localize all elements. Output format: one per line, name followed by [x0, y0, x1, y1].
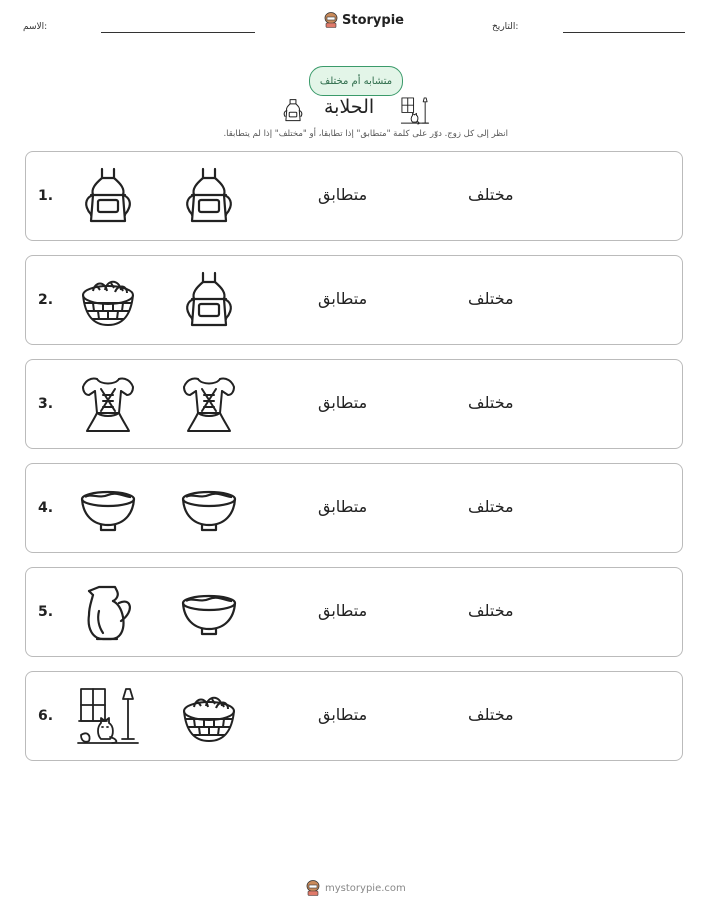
same-option[interactable]: متطابق: [318, 393, 368, 412]
right-picture: [178, 165, 240, 227]
different-option[interactable]: مختلف: [468, 185, 514, 204]
room-with-cat-icon: [400, 96, 430, 126]
left-picture: [77, 581, 139, 643]
exercise-row: [25, 671, 683, 761]
name-label: الاسم:: [23, 22, 48, 32]
milk-jug-icon: [77, 581, 139, 643]
exercise-row: [25, 151, 683, 241]
right-picture: [178, 581, 240, 643]
same-option[interactable]: متطابق: [318, 705, 368, 724]
worksheet-type-badge: متشابه أم مختلف: [309, 66, 403, 96]
exercise-row: [25, 463, 683, 553]
different-option[interactable]: مختلف: [468, 497, 514, 516]
different-option[interactable]: مختلف: [468, 601, 514, 620]
bodice-dress-icon: [77, 373, 139, 435]
apron-icon: [77, 165, 139, 227]
bread-basket-icon: [77, 269, 139, 331]
row-number: 1.: [38, 188, 54, 204]
brand-logo: [324, 12, 404, 28]
right-picture: [178, 477, 240, 539]
bread-basket-icon: [178, 685, 240, 747]
left-picture: [77, 269, 139, 331]
bodice-dress-icon: [178, 373, 240, 435]
brand-name: Storypie: [342, 12, 404, 28]
right-picture: [178, 373, 240, 435]
left-picture: [77, 165, 139, 227]
left-picture: [77, 477, 139, 539]
storypie-mascot-icon: [306, 880, 320, 896]
footer: [306, 880, 406, 896]
left-picture: [77, 685, 139, 747]
row-number: 3.: [38, 396, 54, 412]
apron-icon: [178, 165, 240, 227]
exercise-row: [25, 567, 683, 657]
same-option[interactable]: متطابق: [318, 185, 368, 204]
exercise-row: [25, 359, 683, 449]
same-option[interactable]: متطابق: [318, 289, 368, 308]
left-picture: [77, 373, 139, 435]
right-picture: [178, 269, 240, 331]
title-text: الحلابة: [324, 96, 375, 118]
date-line[interactable]: [563, 32, 685, 33]
room-with-cat-icon: [77, 685, 139, 747]
row-number: 6.: [38, 708, 54, 724]
storypie-mascot-icon: [324, 12, 338, 28]
same-option[interactable]: متطابق: [318, 601, 368, 620]
row-number: 4.: [38, 500, 54, 516]
row-number: 2.: [38, 292, 54, 308]
different-option[interactable]: مختلف: [468, 289, 514, 308]
row-number: 5.: [38, 604, 54, 620]
right-picture: [178, 685, 240, 747]
instructions: انظر إلى كل زوج. دوّر على كلمة "متطابق" إذا تطابقا، أو "مختلف" إذا لم يتطابقا.: [223, 129, 508, 139]
bowl-icon: [77, 477, 139, 539]
date-label: التاريخ:: [492, 22, 519, 32]
different-option[interactable]: مختلف: [468, 393, 514, 412]
name-line[interactable]: [101, 32, 255, 33]
same-option[interactable]: متطابق: [318, 497, 368, 516]
exercise-row: [25, 255, 683, 345]
different-option[interactable]: مختلف: [468, 705, 514, 724]
bowl-icon: [178, 477, 240, 539]
worksheet-title: [280, 96, 430, 126]
footer-url[interactable]: mystorypie.com: [325, 882, 406, 894]
bowl-icon: [178, 581, 240, 643]
apron-icon: [178, 269, 240, 331]
apron-icon: [280, 96, 306, 126]
